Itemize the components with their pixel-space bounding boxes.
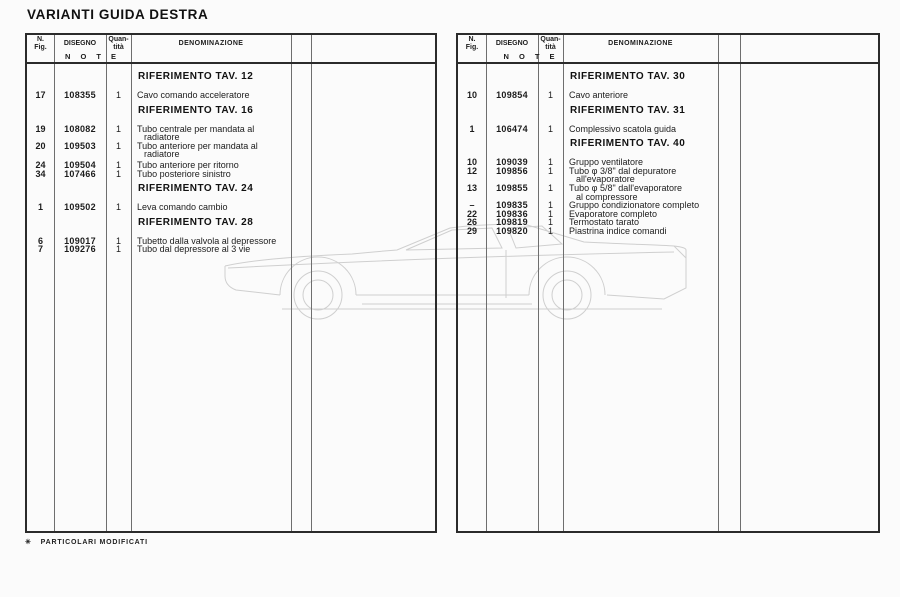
disegno-number: 109855 [496, 182, 528, 193]
quantity: 1 [547, 217, 553, 228]
table-row [27, 142, 435, 159]
disegno-number: 109017 [64, 235, 96, 246]
quantity: 1 [547, 225, 553, 236]
table-body-left [27, 64, 435, 254]
fig-number: 34 [35, 168, 46, 179]
header-disegno: DISEGNO [495, 39, 529, 47]
table-row [458, 167, 878, 184]
denomination-line: radiatore [144, 132, 180, 143]
denomination [131, 245, 291, 254]
quantity: 1 [547, 165, 553, 176]
disegno-number: 108082 [64, 123, 96, 134]
section-header: RIFERIMENTO TAV. 40 [570, 138, 686, 150]
denomination-line: Gruppo ventilatore [569, 157, 644, 168]
denomination-line: all'evaporatore [576, 174, 635, 185]
disegno-number: 109039 [496, 157, 528, 168]
denomination [131, 142, 291, 159]
fig-number: 13 [466, 182, 477, 193]
denomination [131, 203, 291, 212]
table-row [458, 227, 878, 236]
disegno-number: 109854 [496, 90, 528, 100]
fig-number: 22 [466, 208, 477, 219]
quantity: 1 [547, 208, 553, 219]
fig-number: 1 [469, 123, 475, 134]
table-header-row [458, 35, 878, 64]
table-body-right [458, 64, 878, 236]
modified-parts-symbol-icon: ✳ [25, 539, 32, 546]
disegno-number: 108355 [64, 90, 96, 100]
quantity: 1 [115, 140, 121, 151]
quantity: 1 [115, 244, 121, 255]
header-note: N O T E [503, 52, 559, 62]
fig-number: 19 [35, 123, 46, 134]
denomination-line: Tubo φ 5/8" dall'evaporatore [569, 182, 682, 193]
quantity: 1 [547, 90, 553, 100]
disegno-number: 109820 [496, 225, 528, 236]
parts-table-right [456, 33, 880, 533]
denomination-line: Termostato tarato [569, 217, 640, 228]
denomination-line: Tubo dal depressore al 3 vie [137, 244, 251, 255]
header-qty: Quan- tità [108, 36, 129, 51]
denomination-line: radiatore [144, 149, 180, 160]
header-denominazione: DENOMINAZIONE [178, 39, 244, 47]
quantity: 1 [547, 157, 553, 168]
denomination-line: Tubo centrale per mandata al [137, 123, 255, 134]
fig-number: 20 [35, 140, 46, 151]
fig-number: – [469, 200, 475, 211]
denomination [131, 170, 291, 179]
page-title: VARIANTI GUIDA DESTRA [27, 7, 209, 22]
denomination-line: Tubetto dalla valvola al depressore [137, 235, 277, 246]
table-row [27, 203, 435, 212]
section-header: RIFERIMENTO TAV. 28 [138, 216, 254, 228]
table-row [27, 91, 435, 100]
denomination-line: Tubo φ 3/8" dal depuratore [569, 165, 677, 176]
quantity: 1 [115, 123, 121, 134]
section-header: RIFERIMENTO TAV. 16 [138, 104, 254, 116]
table-row [458, 125, 878, 134]
quantity: 1 [547, 123, 553, 134]
section-header: RIFERIMENTO TAV. 12 [138, 71, 254, 82]
quantity: 1 [115, 235, 121, 246]
disegno-number: 109502 [64, 202, 96, 213]
disegno-number: 109836 [496, 208, 528, 219]
disegno-number: 109856 [496, 165, 528, 176]
fig-number: 26 [466, 217, 477, 228]
denomination-line: Piastrina indice comandi [569, 225, 667, 236]
disegno-number: 109835 [496, 200, 528, 211]
disegno-number: 109276 [64, 244, 96, 255]
header-fig: N. Fig. [34, 36, 47, 51]
table-header-row [27, 35, 435, 64]
denomination-line: Cavo anteriore [569, 90, 629, 100]
section-header: RIFERIMENTO TAV. 30 [570, 71, 686, 82]
denomination-line: Tubo posteriore sinistro [137, 168, 231, 179]
fig-number: 10 [466, 157, 477, 168]
denomination-line: Evaporatore completo [569, 208, 658, 219]
quantity: 1 [547, 182, 553, 193]
denomination [563, 184, 718, 201]
fig-number: 24 [35, 159, 46, 170]
disegno-number: 109504 [64, 159, 96, 170]
denomination-line: Cavo comando acceleratore [137, 90, 250, 100]
denomination [563, 91, 718, 100]
fig-number: 29 [466, 225, 477, 236]
denomination-line: Gruppo condizionatore completo [569, 200, 700, 211]
header-fig: N. Fig. [465, 36, 479, 51]
header-note: N O T E [64, 52, 121, 62]
fig-number: 17 [35, 90, 46, 100]
quantity: 1 [115, 159, 121, 170]
table-row [27, 125, 435, 142]
header-denominazione: DENOMINAZIONE [608, 39, 673, 47]
denomination [131, 91, 291, 100]
table-row [458, 91, 878, 100]
disegno-number: 109819 [496, 217, 528, 228]
denomination [563, 167, 718, 184]
disegno-number: 107466 [64, 168, 96, 179]
fig-number: 1 [37, 202, 43, 213]
header-disegno: DISEGNO [63, 39, 97, 47]
fig-number: 7 [37, 244, 43, 255]
quantity: 1 [115, 168, 121, 179]
denomination [563, 125, 718, 134]
fig-number: 12 [466, 165, 477, 176]
fig-number: 10 [466, 90, 477, 100]
parts-table-left [25, 33, 437, 533]
table-row [27, 170, 435, 179]
quantity: 1 [115, 202, 121, 213]
denomination-line: Leva comando cambio [137, 202, 228, 213]
denomination-line: Tubo anteriore per mandata al [137, 140, 258, 151]
disegno-number: 109503 [64, 140, 96, 151]
denomination-line: al compressore [576, 191, 638, 202]
denomination-line: Tubo anteriore per ritorno [137, 159, 239, 170]
table-row [458, 184, 878, 201]
fig-number: 6 [37, 235, 43, 246]
disegno-number: 106474 [496, 123, 528, 134]
section-header: RIFERIMENTO TAV. 24 [138, 183, 254, 195]
quantity: 1 [115, 90, 121, 100]
footnote-label: PARTICOLARI MODIFICATI [40, 539, 148, 546]
denomination-line: Complessivo scatola guida [569, 123, 677, 134]
denomination [563, 227, 718, 236]
denomination [131, 125, 291, 142]
header-qty: Quan- tità [540, 36, 561, 51]
table-row [27, 245, 435, 254]
quantity: 1 [547, 200, 553, 211]
footnote [25, 539, 148, 546]
section-header: RIFERIMENTO TAV. 31 [570, 104, 686, 116]
